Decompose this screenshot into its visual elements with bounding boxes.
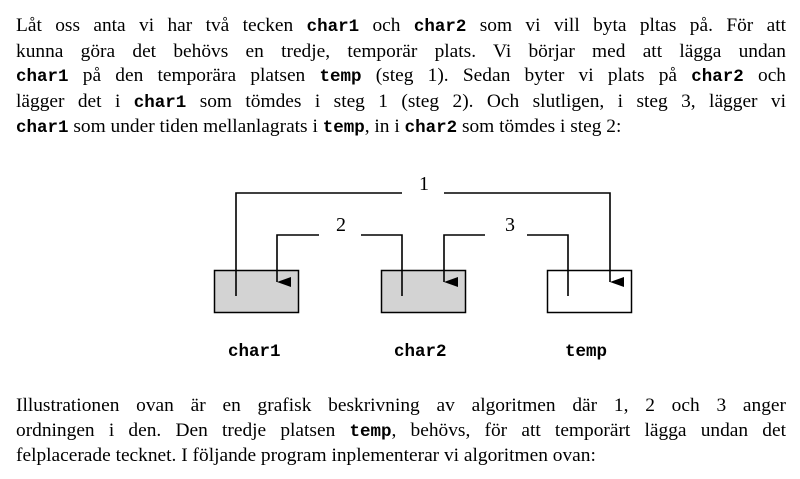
text-line [16,115,786,141]
swap-diagram [0,170,800,370]
code-char1: char1 [16,67,69,88]
text-run: kunna göra det behövs en tredje, temporär plats. Vi börjar med att lägga undan [16,40,786,62]
code-char2: char2 [691,67,744,88]
step-label-3: 3 [505,214,515,236]
text-run: och [359,15,414,36]
code-char2: char2 [413,17,467,37]
text-run: (steg 1). Sedan byter vi plats på [361,65,692,87]
text-line [16,394,786,419]
text-run: felplacerade tecknet. I följande program inplementerar vi algoritmen ovan: [16,445,596,467]
intro-paragraph [16,14,786,141]
label-char1: char1 [228,342,281,362]
text-run: som tömdes i steg 2: [457,116,622,138]
text-line [16,40,786,65]
swap-diagram-lines [0,170,800,370]
text-line [16,419,786,445]
text-run: som vi vill byta pltas på. För att [466,15,786,36]
text-run: på den temporära platsen [68,65,320,87]
text-line [16,444,786,469]
code-char2: char2 [404,118,458,139]
text-line [16,64,786,90]
text-run: Illustrationen ovan är en grafisk beskrivning av algoritmen där 1, 2 och 3 anger [16,395,786,416]
outro-paragraph [16,394,786,469]
code-char1: char1 [16,118,69,139]
arrow-step-1-tail [444,193,610,282]
box-char2 [382,271,466,313]
box-char1 [215,271,299,313]
code-temp: temp [322,118,365,139]
text-run: lägger det i [16,90,134,112]
code-temp: temp [319,67,362,88]
label-temp: temp [565,342,608,362]
text-run: ordningen i den. Den tredje platsen [16,419,350,441]
text-run: som under tiden mellanlagrats i [68,116,323,138]
text-line [16,90,786,116]
label-char2: char2 [394,342,447,362]
text-run: , behövs, för att temporärt lägga undan det [391,419,786,441]
text-run: Låt oss anta vi har två tecken [16,15,307,36]
text-run: som tömdes i steg 1 (steg 2). Och slutligen, i steg 3, lägger vi [186,90,786,112]
code-temp: temp [349,421,392,442]
box-temp [548,271,632,313]
step-label-1: 1 [419,173,429,195]
text-run: , in i [364,116,405,138]
step-label-2: 2 [336,214,346,236]
code-char1: char1 [133,92,187,113]
code-char1: char1 [306,17,360,37]
text-run: och [743,65,786,87]
text-line [16,14,786,40]
